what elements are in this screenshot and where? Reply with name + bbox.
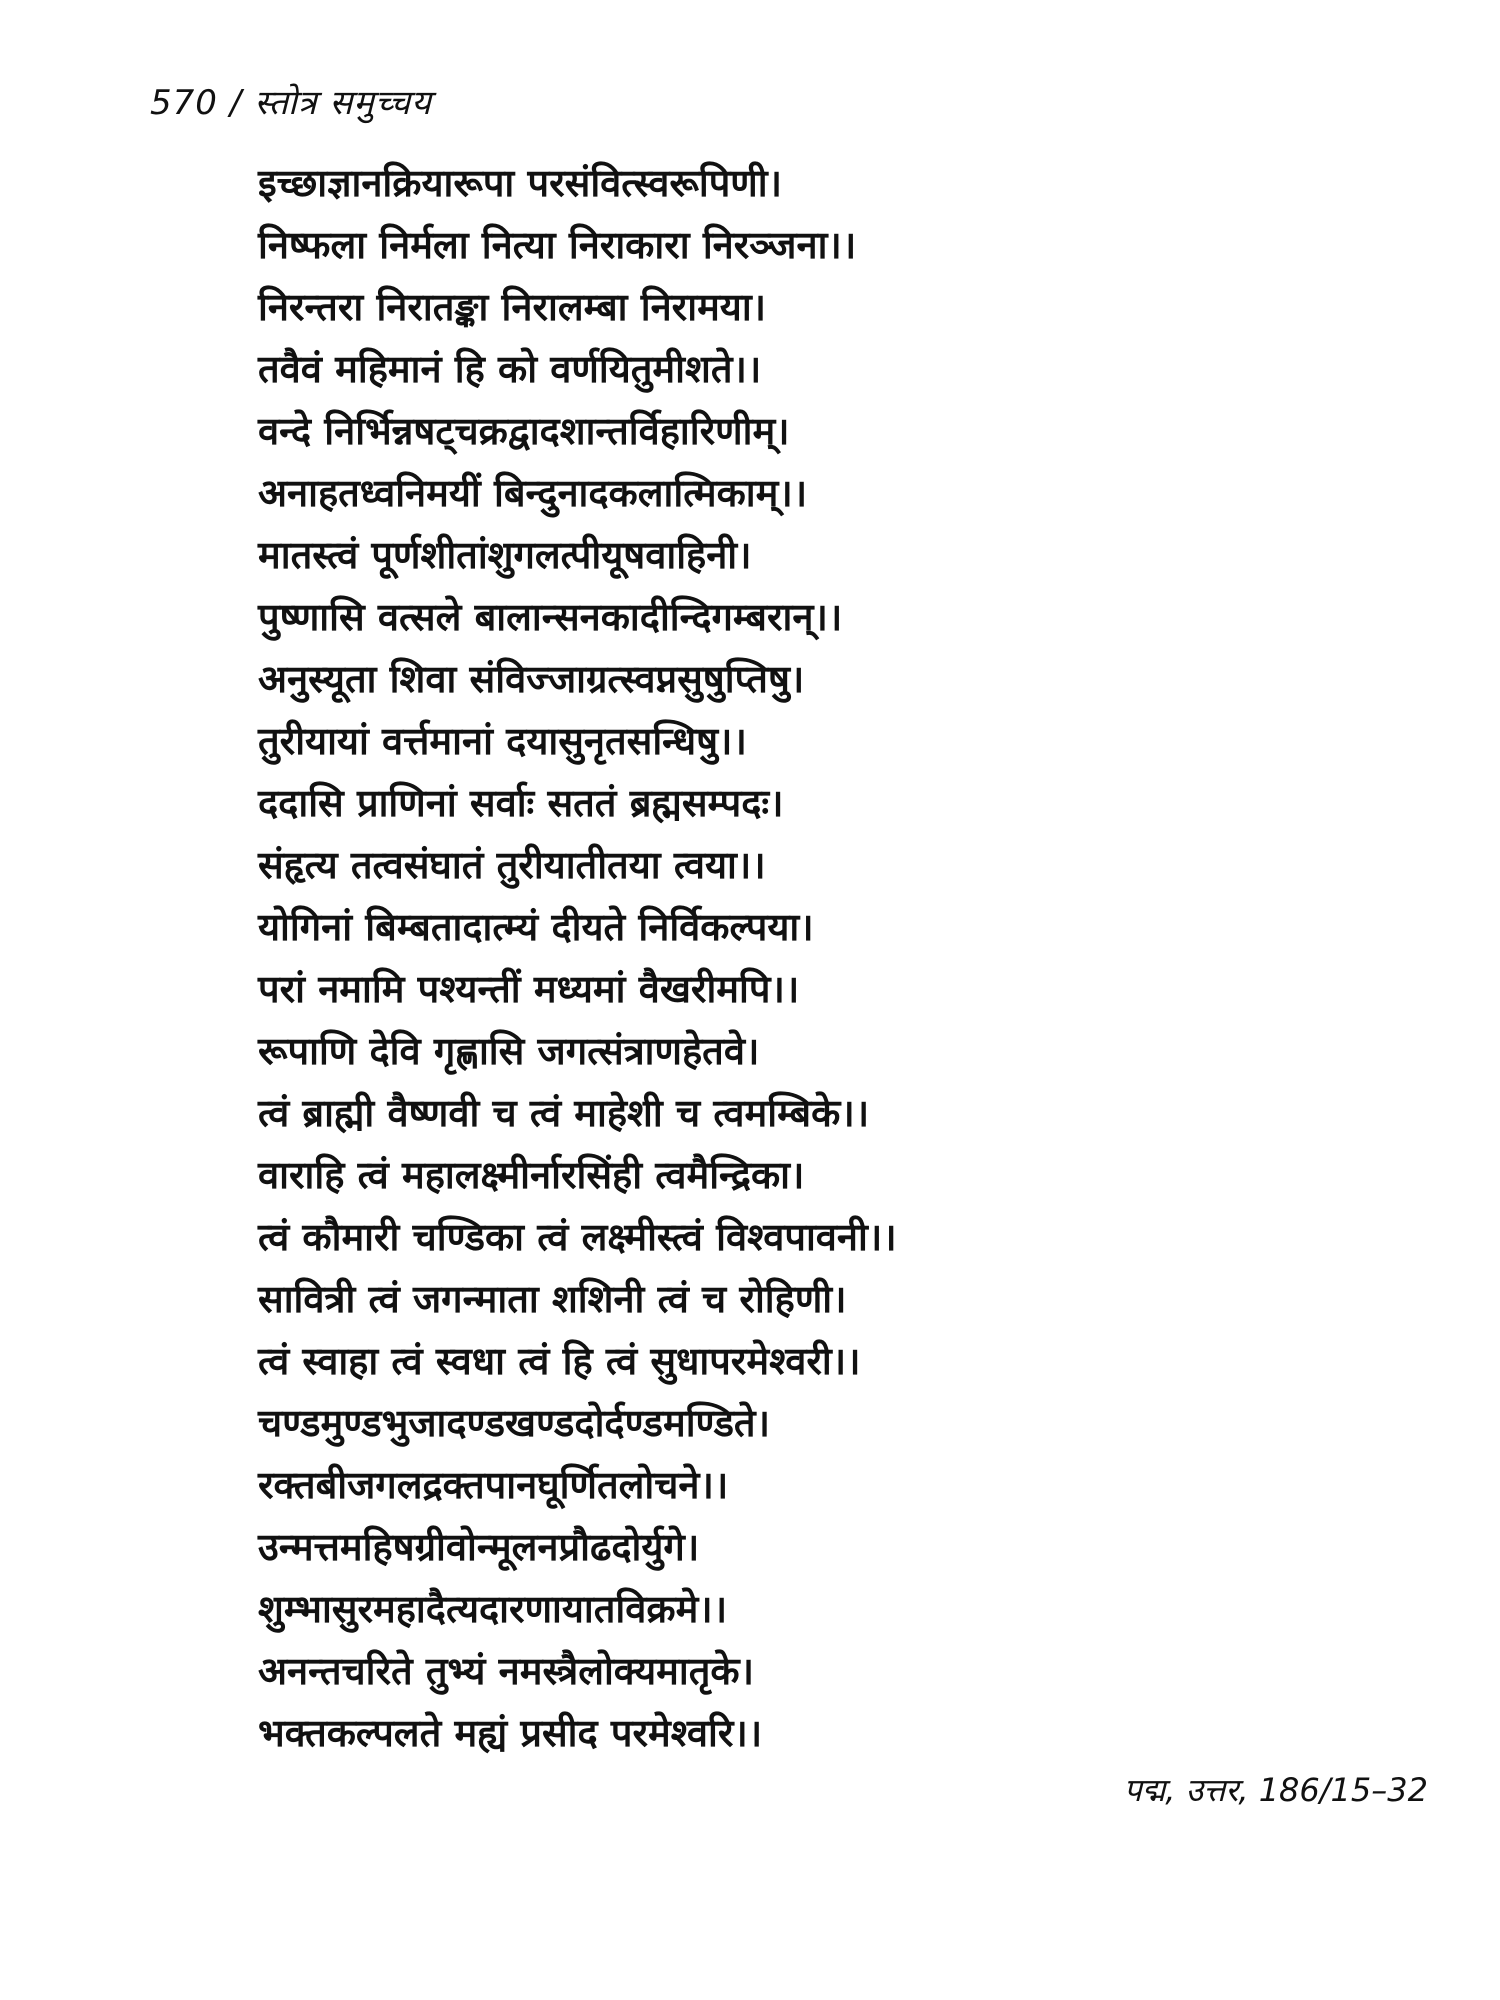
verse-block [258,152,1408,1764]
verse-line: तुरीयायां वर्त्तमानां दयासुनृतसन्धिषु।। [258,719,747,763]
verse-line: योगिनां बिम्बतादात्म्यं दीयते निर्विकल्पया। [258,905,814,949]
verse-line: वन्दे निर्भिन्नषट्चक्रद्वादशान्तर्विहारिणीम्। [258,409,790,453]
verse-line: सावित्री त्वं जगन्माता शशिनी त्वं च रोहिणी। [258,1277,847,1321]
verse-line: मातस्त्वं पूर्णशीतांशुगलत्पीयूषवाहिनी। [258,533,752,577]
verse-line: अनन्तचरिते तुभ्यं नमस्त्रैलोक्यमातृके। [258,1649,754,1693]
verse-line: पुष्णासि वत्सले बालान्सनकादीन्दिगम्बरान्।। [258,595,843,639]
verse-line: संहृत्य तत्वसंघातं तुरीयातीतया त्वया।। [258,843,766,887]
verse-line: ददासि प्राणिनां सर्वाः सततं ब्रह्मसम्पदः। [258,781,784,825]
verse-line: तवैवं महिमानं हि को वर्णयितुमीशते।। [258,347,762,391]
verse-line: अनाहतध्वनिमयीं बिन्दुनादकलात्मिकाम्।। [258,471,808,515]
verse-line: अनुस्यूता शिवा संविज्जाग्रत्स्वप्नसुषुप्तिषु। [258,657,805,701]
verse-line: वाराहि त्वं महालक्ष्मीर्नारसिंही त्वमैन्द्रिका। [258,1153,805,1197]
book-title: स्तोत्र समुच्चय [254,83,432,123]
verse-line: त्वं कौमारी चण्डिका त्वं लक्ष्मीस्त्वं विश्वपावनी।। [258,1215,897,1259]
verse-line: निष्फला निर्मला नित्या निराकारा निरञ्जना।। [258,223,857,267]
verse-line: त्वं ब्राह्मी वैष्णवी च त्वं माहेशी च त्वमम्बिके।। [258,1091,870,1135]
verse-line: चण्डमुण्डभुजादण्डखण्डदोर्दण्डमण्डिते। [258,1401,770,1445]
verse-line: शुम्भासुरमहादैत्यदारणायातविक्रमे।। [258,1587,728,1631]
verse-line: इच्छाज्ञानक्रियारूपा परसंवित्स्वरूपिणी। [258,161,783,205]
source-reference: पद्म, उत्तर, 186/15–32 [1123,1771,1428,1809]
verse-line: रक्तबीजगलद्रक्तपानघूर्णितलोचने।। [258,1463,729,1507]
verse-line: भक्तकल्पलते मह्यं प्रसीद परमेश्वरि।। [258,1711,763,1755]
verse-line: उन्मत्तमहिषग्रीवोन्मूलनप्रौढदोर्युगे। [258,1525,700,1569]
verse-line: परां नमामि पश्यन्तीं मध्यमां वैखरीमपि।। [258,967,800,1011]
verse-line: त्वं स्वाहा त्वं स्वधा त्वं हि त्वं सुधापरमेश्वरी।। [258,1339,861,1383]
verse-line: निरन्तरा निरातङ्का निरालम्बा निरामया। [258,285,767,329]
header-separator: / [229,83,243,123]
verse-line: रूपाणि देवि गृह्णासि जगत्संत्राणहेतवे। [258,1029,760,1073]
page-number: 570 [150,83,218,123]
running-head [150,78,432,124]
